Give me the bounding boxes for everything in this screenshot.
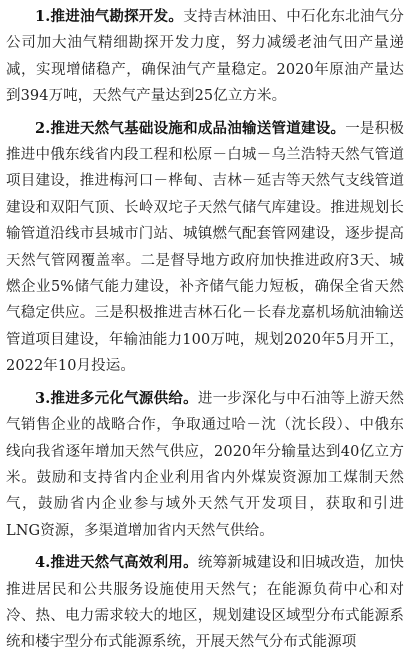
section-4-body: 统筹新城建设和旧城改造，加快推进居民和公共服务设施使用天然气；在能源负荷中心和对冷、热、电力需求较大的地区，规划建设区域型分布式能源系统和楼宇型分布式能源系统，开展天然气分布式能源项 xyxy=(6,555,404,651)
section-3-heading: 3.推进多元化气源供给。 xyxy=(35,389,198,407)
section-3 xyxy=(6,386,404,544)
section-2 xyxy=(6,116,404,380)
section-3-body: 进一步深化与中石油等上游天然气销售企业的战略合作，争取通过哈－沈（沈长段）、中俄东线向我省逐年增加天然气供应，2020年分输量达到40亿立方米。鼓励和支持省内企业利用省内外煤炭资源加工煤制天然气，鼓励省内企业参与域外天然气开发项目，获取和引进LNG资源，多渠道增加省内天然气供给。 xyxy=(6,390,404,539)
section-2-heading: 2.推进天然气基础设施和成品油输送管道建设。 xyxy=(35,119,346,137)
section-1-heading: 1.推进油气勘探开发。 xyxy=(35,8,184,25)
section-1-body: 支持吉林油田、中石化东北油气分公司加大油气精细勘探开发力度，努力减缓老油气田产量递减，实现增储稳产，确保油气产量稳定。2020年原油产量达到394万吨，天然气产量达到25亿立方米。 xyxy=(6,9,404,105)
section-4-heading: 4.推进天然气高效利用。 xyxy=(35,554,198,572)
section-1 xyxy=(6,4,404,110)
section-4 xyxy=(6,550,404,656)
section-2-body: 一是积极推进中俄东线省内段工程和松原－白城－乌兰浩特天然气管道项目建设，推进梅河口－桦甸、吉林－延吉等天然气支线管道建设和双阳气顶、长岭双坨子天然气储气库建设。推进规划长输管道沿线市县城市门站、城镇燃气配套管网建设，逐步提高天然气管网覆盖率。二是督导地方政府加快推进政府3天、城燃企业5%储气能力建设，补齐储气能力短板，确保全省天然气稳定供应。三是积极推进吉林石化－长春龙嘉机场航油输送管道项目建设，年输油能力100万吨，规划2020年5月开工，2022年10月投运。 xyxy=(6,120,404,375)
